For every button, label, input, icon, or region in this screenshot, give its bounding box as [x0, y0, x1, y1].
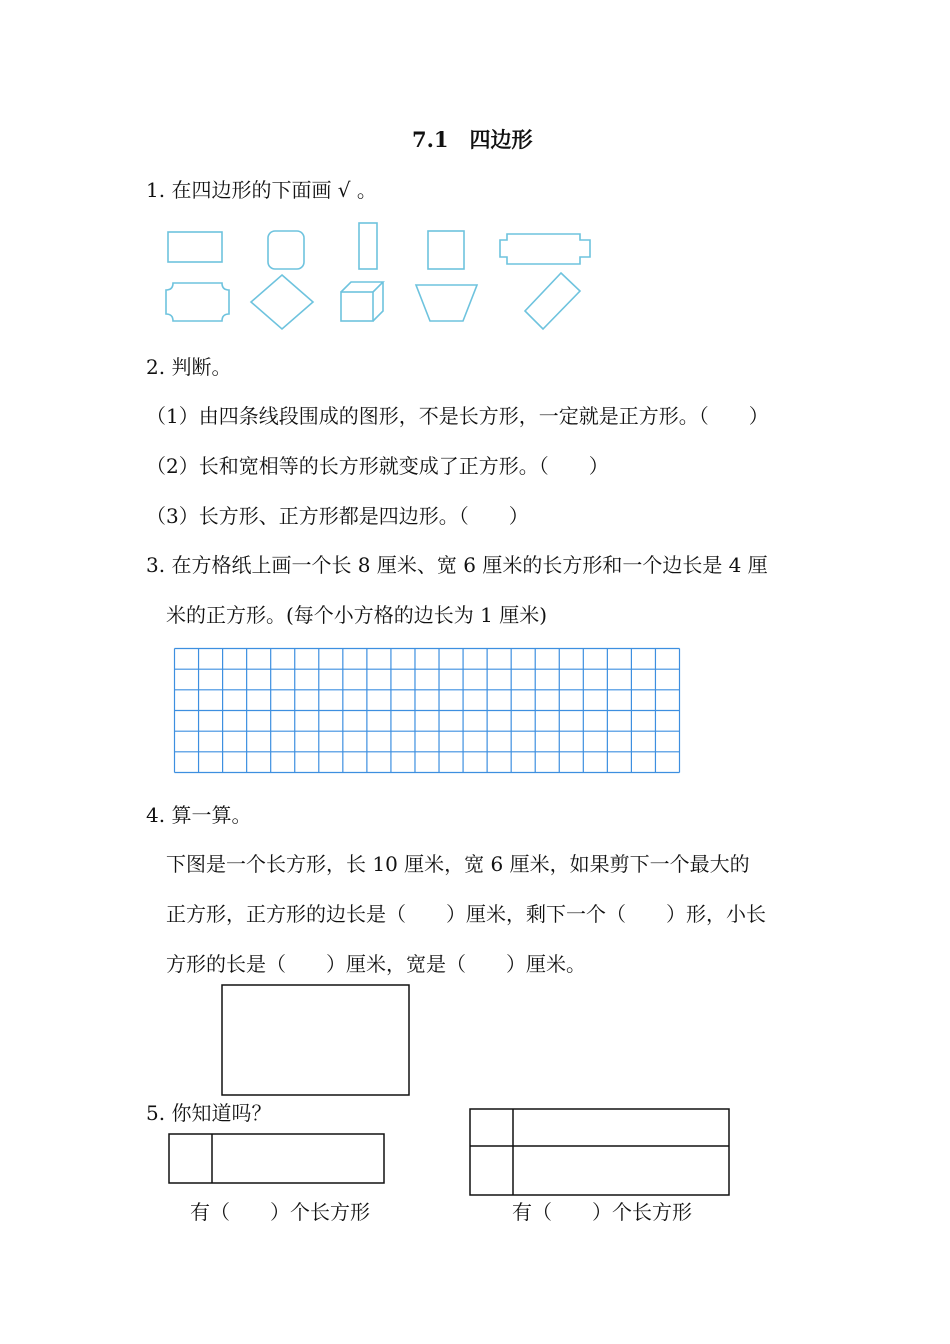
q4-line-2: 正方形，正方形的边长是（ ）厘米，剩下一个（ ）形，小长 [166, 902, 766, 926]
q2-heading: 2. 判断。 [146, 355, 232, 379]
q4-line-1: 下图是一个长方形，长 10 厘米，宽 6 厘米，如果剪下一个最大的 [166, 852, 750, 876]
q4-heading: 4. 算一算。 [146, 803, 252, 827]
q3-line-2: 米的正方形。(每个小方格的边长为 1 厘米) [166, 603, 548, 627]
q3-line-1: 3. 在方格纸上画一个长 8 厘米、宽 6 厘米的长方形和一个边长是 4 厘 [146, 553, 768, 577]
q5-left-caption: 有（ ）个长方形 [190, 1200, 370, 1224]
q5-right-caption: 有（ ）个长方形 [512, 1200, 692, 1224]
q5-right-figure [470, 1109, 729, 1195]
page-title: 7.1 四边形 [412, 127, 533, 152]
q5-left-figure [169, 1134, 384, 1183]
q1-text: 1. 在四边形的下面画 √ 。 [146, 178, 377, 202]
q2-item-3: （3）长方形、正方形都是四边形。（ ） [146, 504, 529, 528]
q4-line-3: 方形的长是（ ）厘米，宽是（ ）厘米。 [166, 952, 586, 976]
q2-item-2: （2）长和宽相等的长方形就变成了正方形。（ ） [146, 454, 609, 478]
q5-heading: 5. 你知道吗？ [146, 1101, 272, 1125]
q2-item-1: （1）由四条线段围成的图形，不是长方形，一定就是正方形。（ ） [146, 404, 769, 428]
